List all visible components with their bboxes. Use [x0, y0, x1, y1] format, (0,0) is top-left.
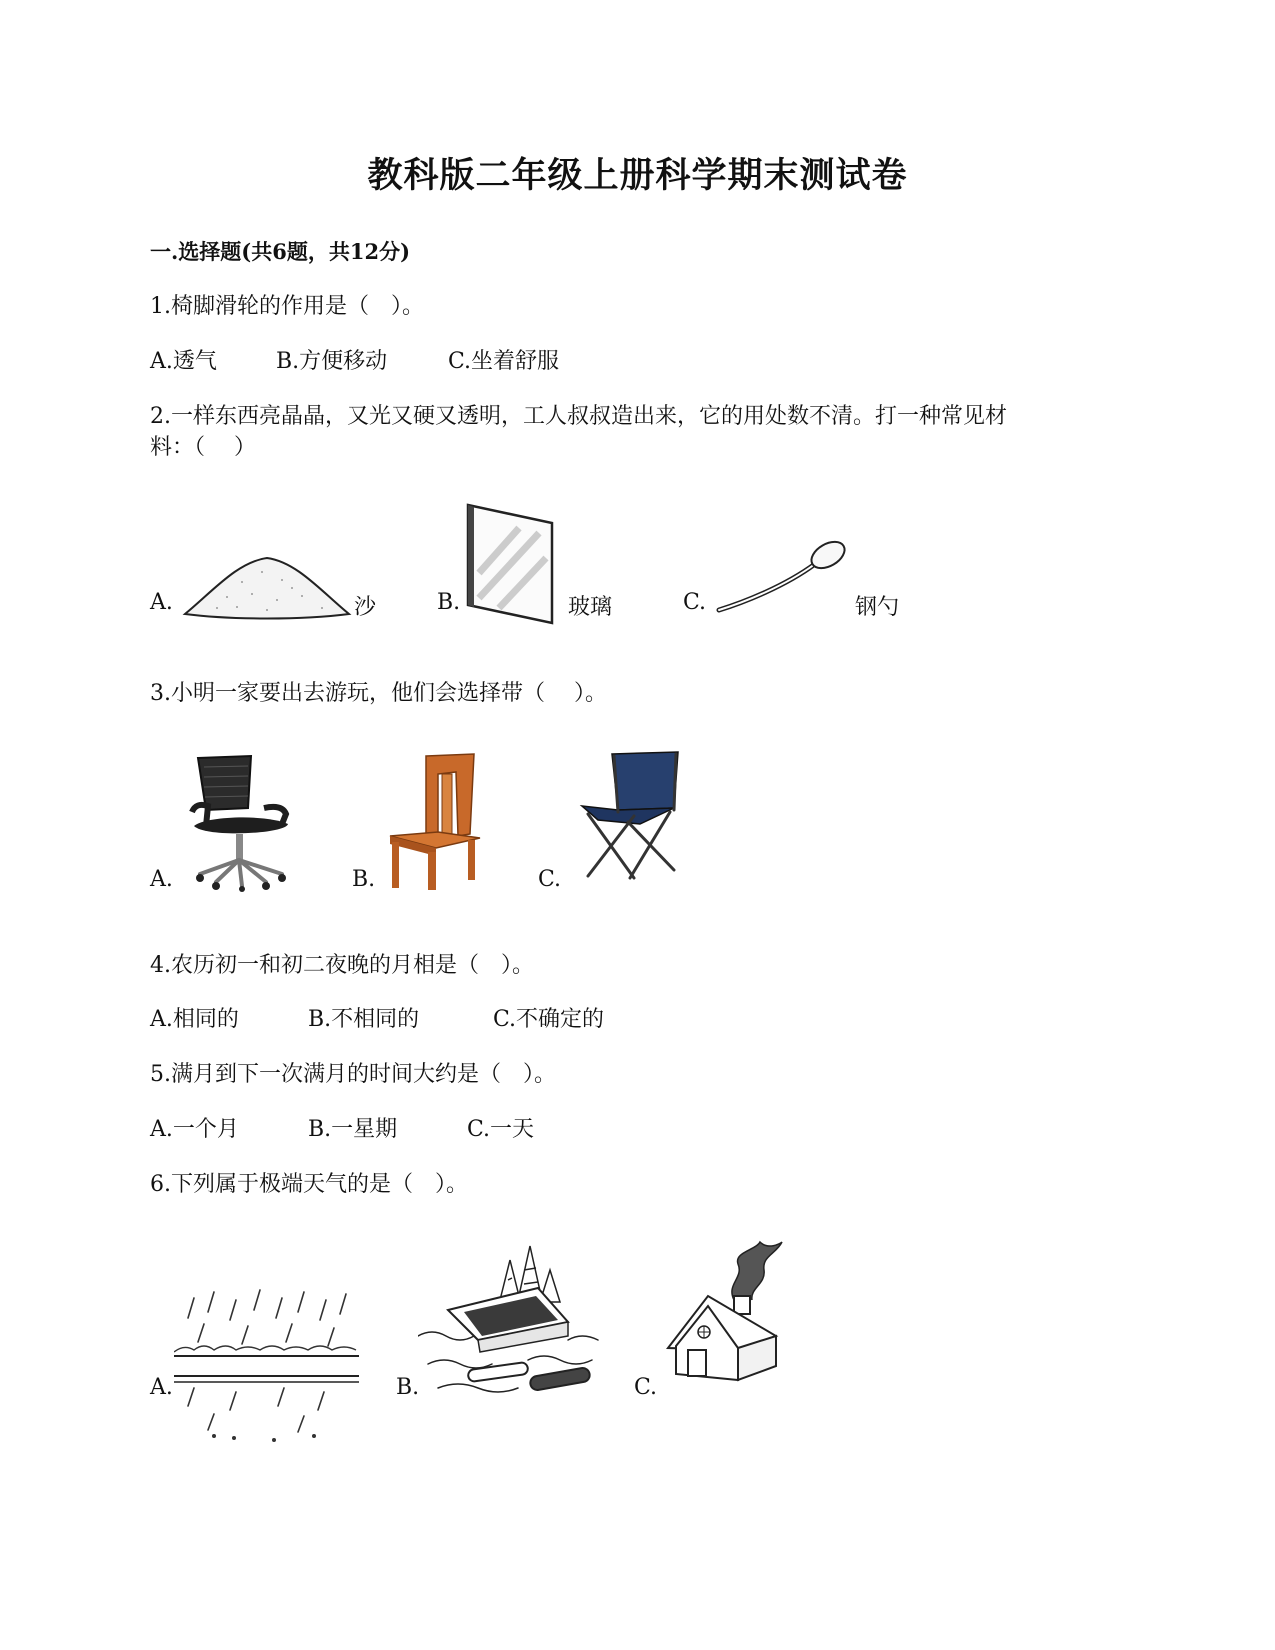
q3-option-c-label: C. — [538, 867, 562, 892]
q5-option-a: A.一个月 — [150, 1117, 239, 1142]
office-chair-icon — [186, 752, 296, 892]
q3-option-b-label: B. — [352, 867, 376, 892]
question-3: 3.小明一家要出去游玩，他们会选择带（ ）。 — [150, 681, 607, 706]
q2-option-a-caption: 沙 — [354, 595, 377, 620]
question-2-line-2: 料：（ ） — [150, 435, 256, 460]
q2-option-b-caption: 玻璃 — [568, 595, 613, 620]
q6-option-a-label: A. — [150, 1375, 173, 1400]
q2-option-c-label: C. — [683, 590, 707, 615]
q5-option-c: C.一天 — [467, 1117, 535, 1142]
question-2-line-1: 2.一样东西亮晶晶，又光又硬又透明，工人叔叔造出来，它的用处数不清。打一种常见材 — [150, 404, 1007, 429]
rain-scene-icon — [174, 1288, 359, 1448]
q2-option-a-label: A. — [150, 590, 173, 615]
house-chimney-icon — [664, 1240, 784, 1390]
steel-spoon-icon — [715, 538, 850, 618]
question-5: 5.满月到下一次满月的时间大约是（ ）。 — [150, 1062, 556, 1087]
q4-option-c: C.不确定的 — [493, 1007, 605, 1032]
q3-option-a-label: A. — [150, 867, 173, 892]
question-4: 4.农历初一和初二夜晚的月相是（ ）。 — [150, 953, 534, 978]
q1-option-c: C.坐着舒服 — [448, 349, 560, 374]
page-title: 教科版二年级上册科学期末测试卷 — [367, 155, 908, 196]
q4-option-b: B.不相同的 — [308, 1007, 420, 1032]
wooden-chair-icon — [386, 752, 486, 892]
question-6: 6.下列属于极端天气的是（ ）。 — [150, 1172, 468, 1197]
q2-option-b-label: B. — [437, 590, 461, 615]
flood-scene-icon — [418, 1240, 604, 1400]
q2-option-c-caption: 钢勺 — [855, 595, 900, 620]
section-heading: 一.选择题(共6题，共12分) — [150, 239, 411, 264]
folding-chair-icon — [578, 750, 683, 885]
question-1: 1.椅脚滑轮的作用是（ ）。 — [150, 294, 424, 319]
q6-option-c-label: C. — [634, 1375, 658, 1400]
q5-option-b: B.一星期 — [308, 1117, 398, 1142]
glass-pane-icon — [464, 503, 556, 625]
q1-option-a: A.透气 — [150, 349, 217, 374]
q4-option-a: A.相同的 — [150, 1007, 239, 1032]
q6-option-b-label: B. — [396, 1375, 420, 1400]
sand-pile-icon — [182, 552, 352, 622]
q1-option-b: B.方便移动 — [276, 349, 388, 374]
